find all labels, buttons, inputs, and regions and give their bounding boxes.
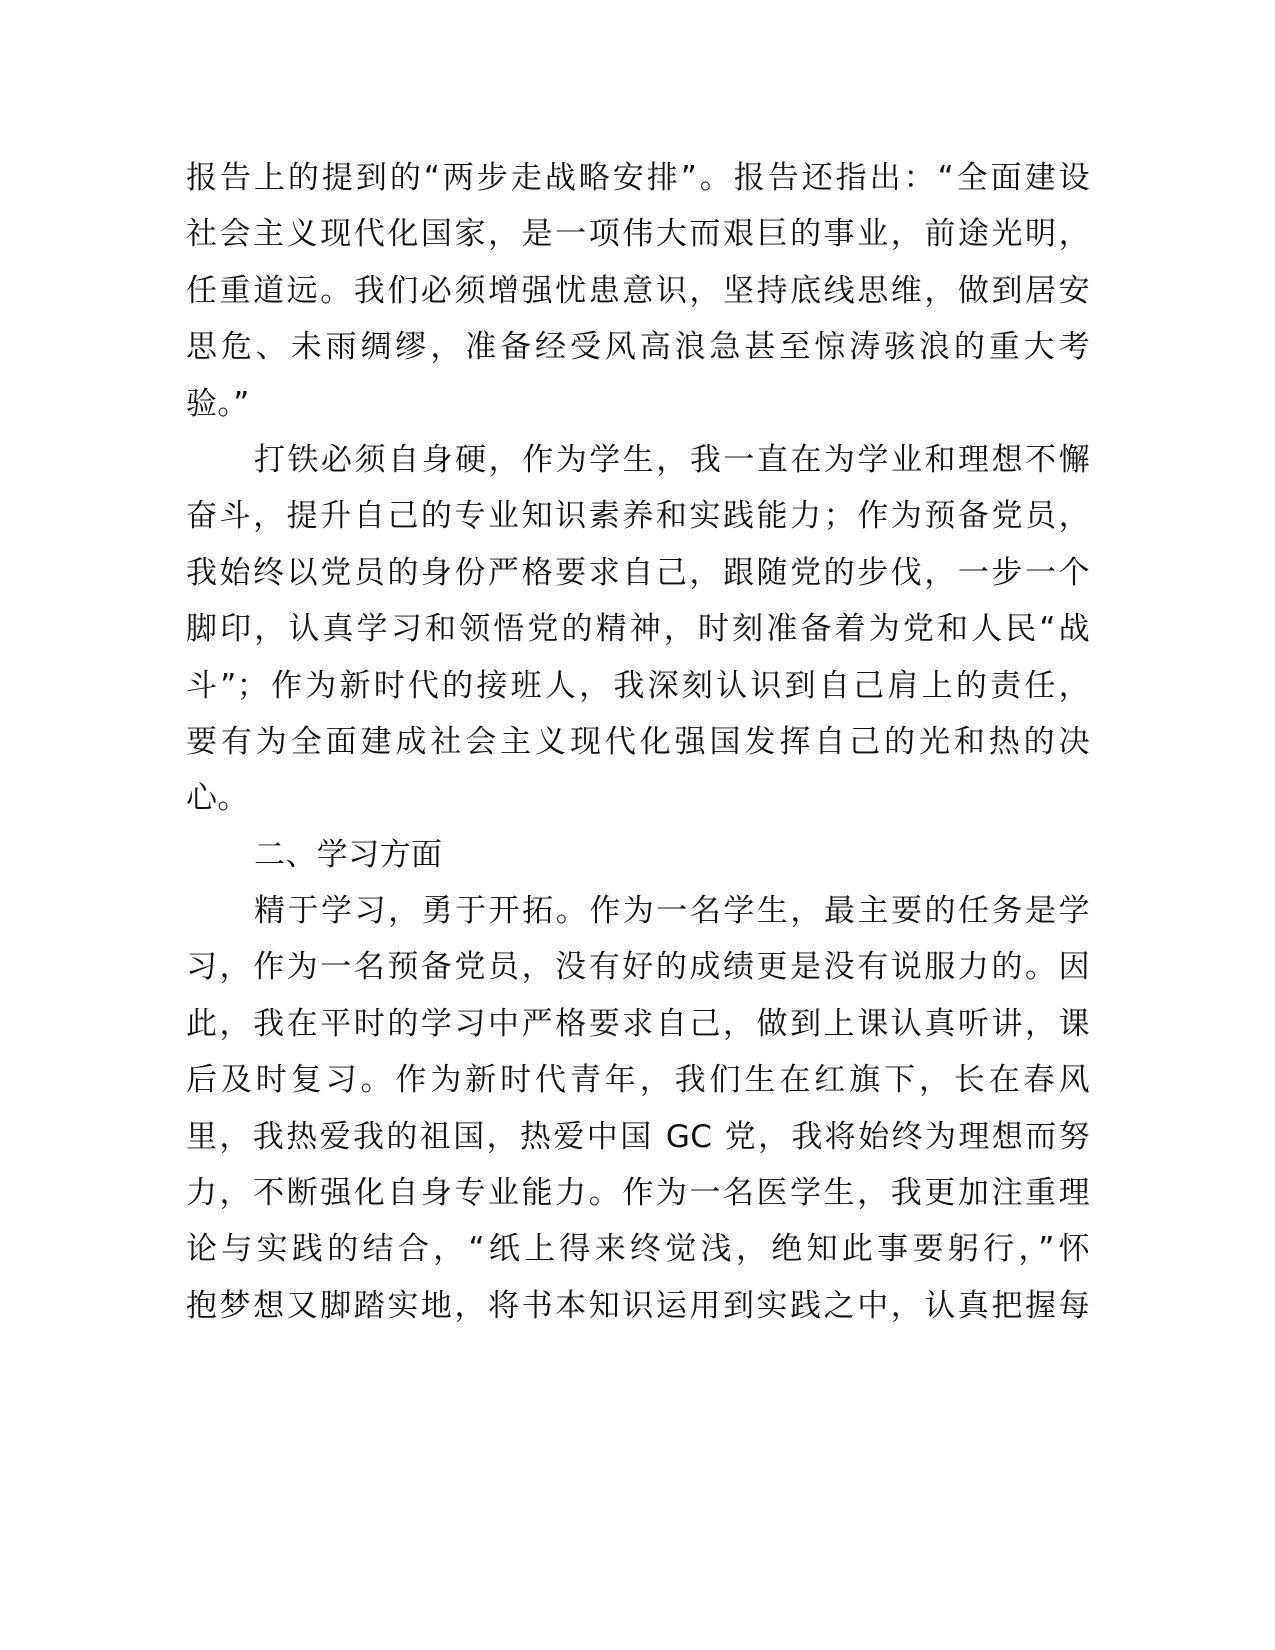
text-line: 习，作为一名预备党员，没有好的成绩更是没有说服力的。因 bbox=[186, 949, 1090, 986]
text-line: 任重道远。我们必须增强忧患意识，坚持底线思维，做到居安 bbox=[186, 272, 1090, 309]
text-line: 抱梦想又脚踏实地，将书本知识运用到实践之中，认真把握每 bbox=[186, 1287, 1090, 1324]
document-body bbox=[186, 150, 1090, 1334]
text-line: 心。 bbox=[186, 780, 249, 817]
text-line: 论与实践的结合，“纸上得来终觉浅，绝知此事要躬行，”怀 bbox=[186, 1231, 1090, 1268]
text-line: 此，我在平时的学习中严格要求自己，做到上课认真听讲，课 bbox=[186, 1005, 1090, 1042]
text-line: 社会主义现代化国家，是一项伟大而艰巨的事业，前途光明， bbox=[186, 216, 1090, 253]
text-line: 力，不断强化自身专业能力。作为一名医学生，我更加注重理 bbox=[186, 1175, 1090, 1212]
text-line: 里，我热爱我的祖国，热爱中国 GC 党，我将始终为理想而努 bbox=[186, 1118, 1090, 1155]
text-line: 精于学习，勇于开拓。作为一名学生，最主要的任务是学 bbox=[254, 893, 1090, 930]
section-heading: 二、学习方面 bbox=[254, 836, 443, 873]
text-line: 验。” bbox=[186, 385, 250, 422]
text-line: 奋斗，提升自己的专业知识素养和实践能力；作为预备党员， bbox=[186, 498, 1090, 535]
text-line: 后及时复习。作为新时代青年，我们生在红旗下，长在春风 bbox=[186, 1062, 1090, 1099]
text-line: 我始终以党员的身份严格要求自己，跟随党的步伐，一步一个 bbox=[186, 554, 1090, 591]
text-line: 要有为全面建成社会主义现代化强国发挥自己的光和热的决 bbox=[186, 723, 1090, 760]
text-line: 报告上的提到的“两步走战略安排”。报告还指出：“全面建设 bbox=[186, 160, 1090, 196]
text-line: 思危、未雨绸缪，准备经受风高浪急甚至惊涛骇浪的重大考 bbox=[186, 329, 1090, 366]
text-line: 斗”；作为新时代的接班人，我深刻认识到自己肩上的责任， bbox=[186, 667, 1090, 704]
text-line: 脚印，认真学习和领悟党的精神，时刻准备着为党和人民“战 bbox=[186, 611, 1090, 648]
text-line: 打铁必须自身硬，作为学生，我一直在为学业和理想不懈 bbox=[254, 441, 1090, 478]
